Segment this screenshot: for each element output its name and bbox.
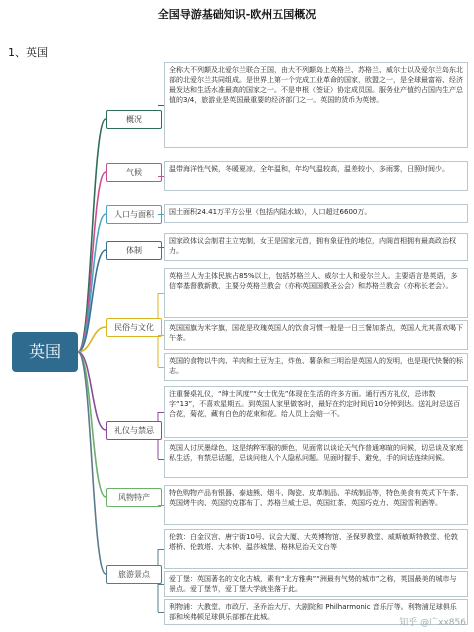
leaf-text-box: 全称大不列颠及北爱尔兰联合王国，由大不列颠岛上英格兰、苏格兰、威尔士以及爱尔兰岛东北部的北爱尔兰共同组成。是世界上第一个完成工业革命的国家，欧盟之一，是全球最富裕、经济最发达和生活水准最高的国家之一。不是申根（签证）协定成员国。服务业产值约占国内生产总值的3/4，旅游业是英国最重要的经济部门之一。英国的货币为英镑。 xyxy=(164,62,468,148)
branch-node: 概况 xyxy=(106,110,162,129)
branch-node: 礼仪与禁忌 xyxy=(106,421,162,440)
leaf-text-box: 国土面积24.41万平方公里（包括内陆水域），人口超过6600万。 xyxy=(164,204,468,223)
branch-node: 人口与面积 xyxy=(106,205,162,224)
leaf-text-box: 国家政体议会制君主立宪制，女王是国家元首，拥有象征性的地位，内阁首相拥有最高政治权力。 xyxy=(164,233,468,261)
root-node: 英国 xyxy=(12,332,78,372)
branch-node: 体制 xyxy=(106,241,162,260)
leaf-text-box: 温带海洋性气候，冬暖夏凉，全年温和，年均气温较高，温差较小，多雨雾，日照时间少。 xyxy=(164,161,468,191)
leaf-text-box: 特色购物产品有银器、泰迪熊、烟斗、陶瓷、皮革制品、羊绒制品等，特色美食有英式下午茶、英国烤牛肉、英国约克郡布丁、苏格兰威士忌、英国红茶、英国巧克力、英国雪利酒等。 xyxy=(164,485,468,525)
branch-connector xyxy=(78,119,106,352)
branch-connector xyxy=(78,172,106,352)
leaf-text-box: 英国人讨厌墨绿色，这是纳粹军服的颜色，见面常以谈论天气作普通寒暄的问候，切忌谈及家庭私生活，有禁忌话题，忌谈问他人个人隐私问题。见面时握手、避免，手的问话连续问候。 xyxy=(164,440,468,478)
branch-node: 民俗与文化 xyxy=(106,318,162,337)
branch-node: 气候 xyxy=(106,163,162,182)
leaf-text-box: 英国国旗为米字旗，国花是玫瑰英国人的饮食习惯一般是一日三餐加茶点，英国人尤其喜欢喝下午茶。 xyxy=(164,320,468,350)
leaf-text-box: 英格兰人为主体民族占85%以上，包括苏格兰人、威尔士人和爱尔兰人。主要语言是英语，多信奉基督教新教，主要分英格兰教会（亦称英国国教圣公会）和苏格兰教会（亦称长老会）。 xyxy=(164,268,468,318)
branch-connector xyxy=(78,352,106,574)
leaf-text-box: 爱丁堡：英国著名的文化古城，素有“北方雅典”“洲最有气势的城市”之称，英国最美的城市与景点。爱丁堡节，爱丁堡大学就坐落于此。 xyxy=(164,571,468,597)
watermark-text: 知乎 @广xx856 xyxy=(399,618,466,628)
leaf-text-box: 利物浦：大教堂、市政厅、圣乔治大厅、大剧院和 Philharmonic 音乐厅等。利物浦足球俱乐部和埃弗顿足球俱乐部都在此城。 xyxy=(164,599,468,625)
document-title: 全国导游基础知识-欧州五国概况 xyxy=(157,8,317,21)
leaf-text-box: 英国的食物以牛肉、羊肉和土豆为主，炸鱼、薯条和三明治是英国人的发明，也是现代快餐的标志。 xyxy=(164,353,468,381)
section-heading: 1、英国 xyxy=(8,46,48,59)
leaf-text-box: 注重餐桌礼仪，“绅士风度”“女士优先”体现在生活的许多方面。通行西方礼仪，忌讳数字“13”，不喜欢星期五。到英国人家里做客时，最好在约定时间后10分钟到达。送礼时忌送百合花，菊花，藏有白色的花束和花。给人员上会赔一不。 xyxy=(164,386,468,438)
branch-node: 风物特产 xyxy=(106,488,162,507)
leaf-text-box: 伦敦：白金汉宫、唐宁街10号、议会大厦、大英博物馆、圣保罗教堂、威斯敏斯特教堂、伦敦塔桥、伦敦塔、大本钟、温莎城堡、格林尼治天文台等 xyxy=(164,529,468,569)
branch-node: 旅游景点 xyxy=(106,565,162,584)
